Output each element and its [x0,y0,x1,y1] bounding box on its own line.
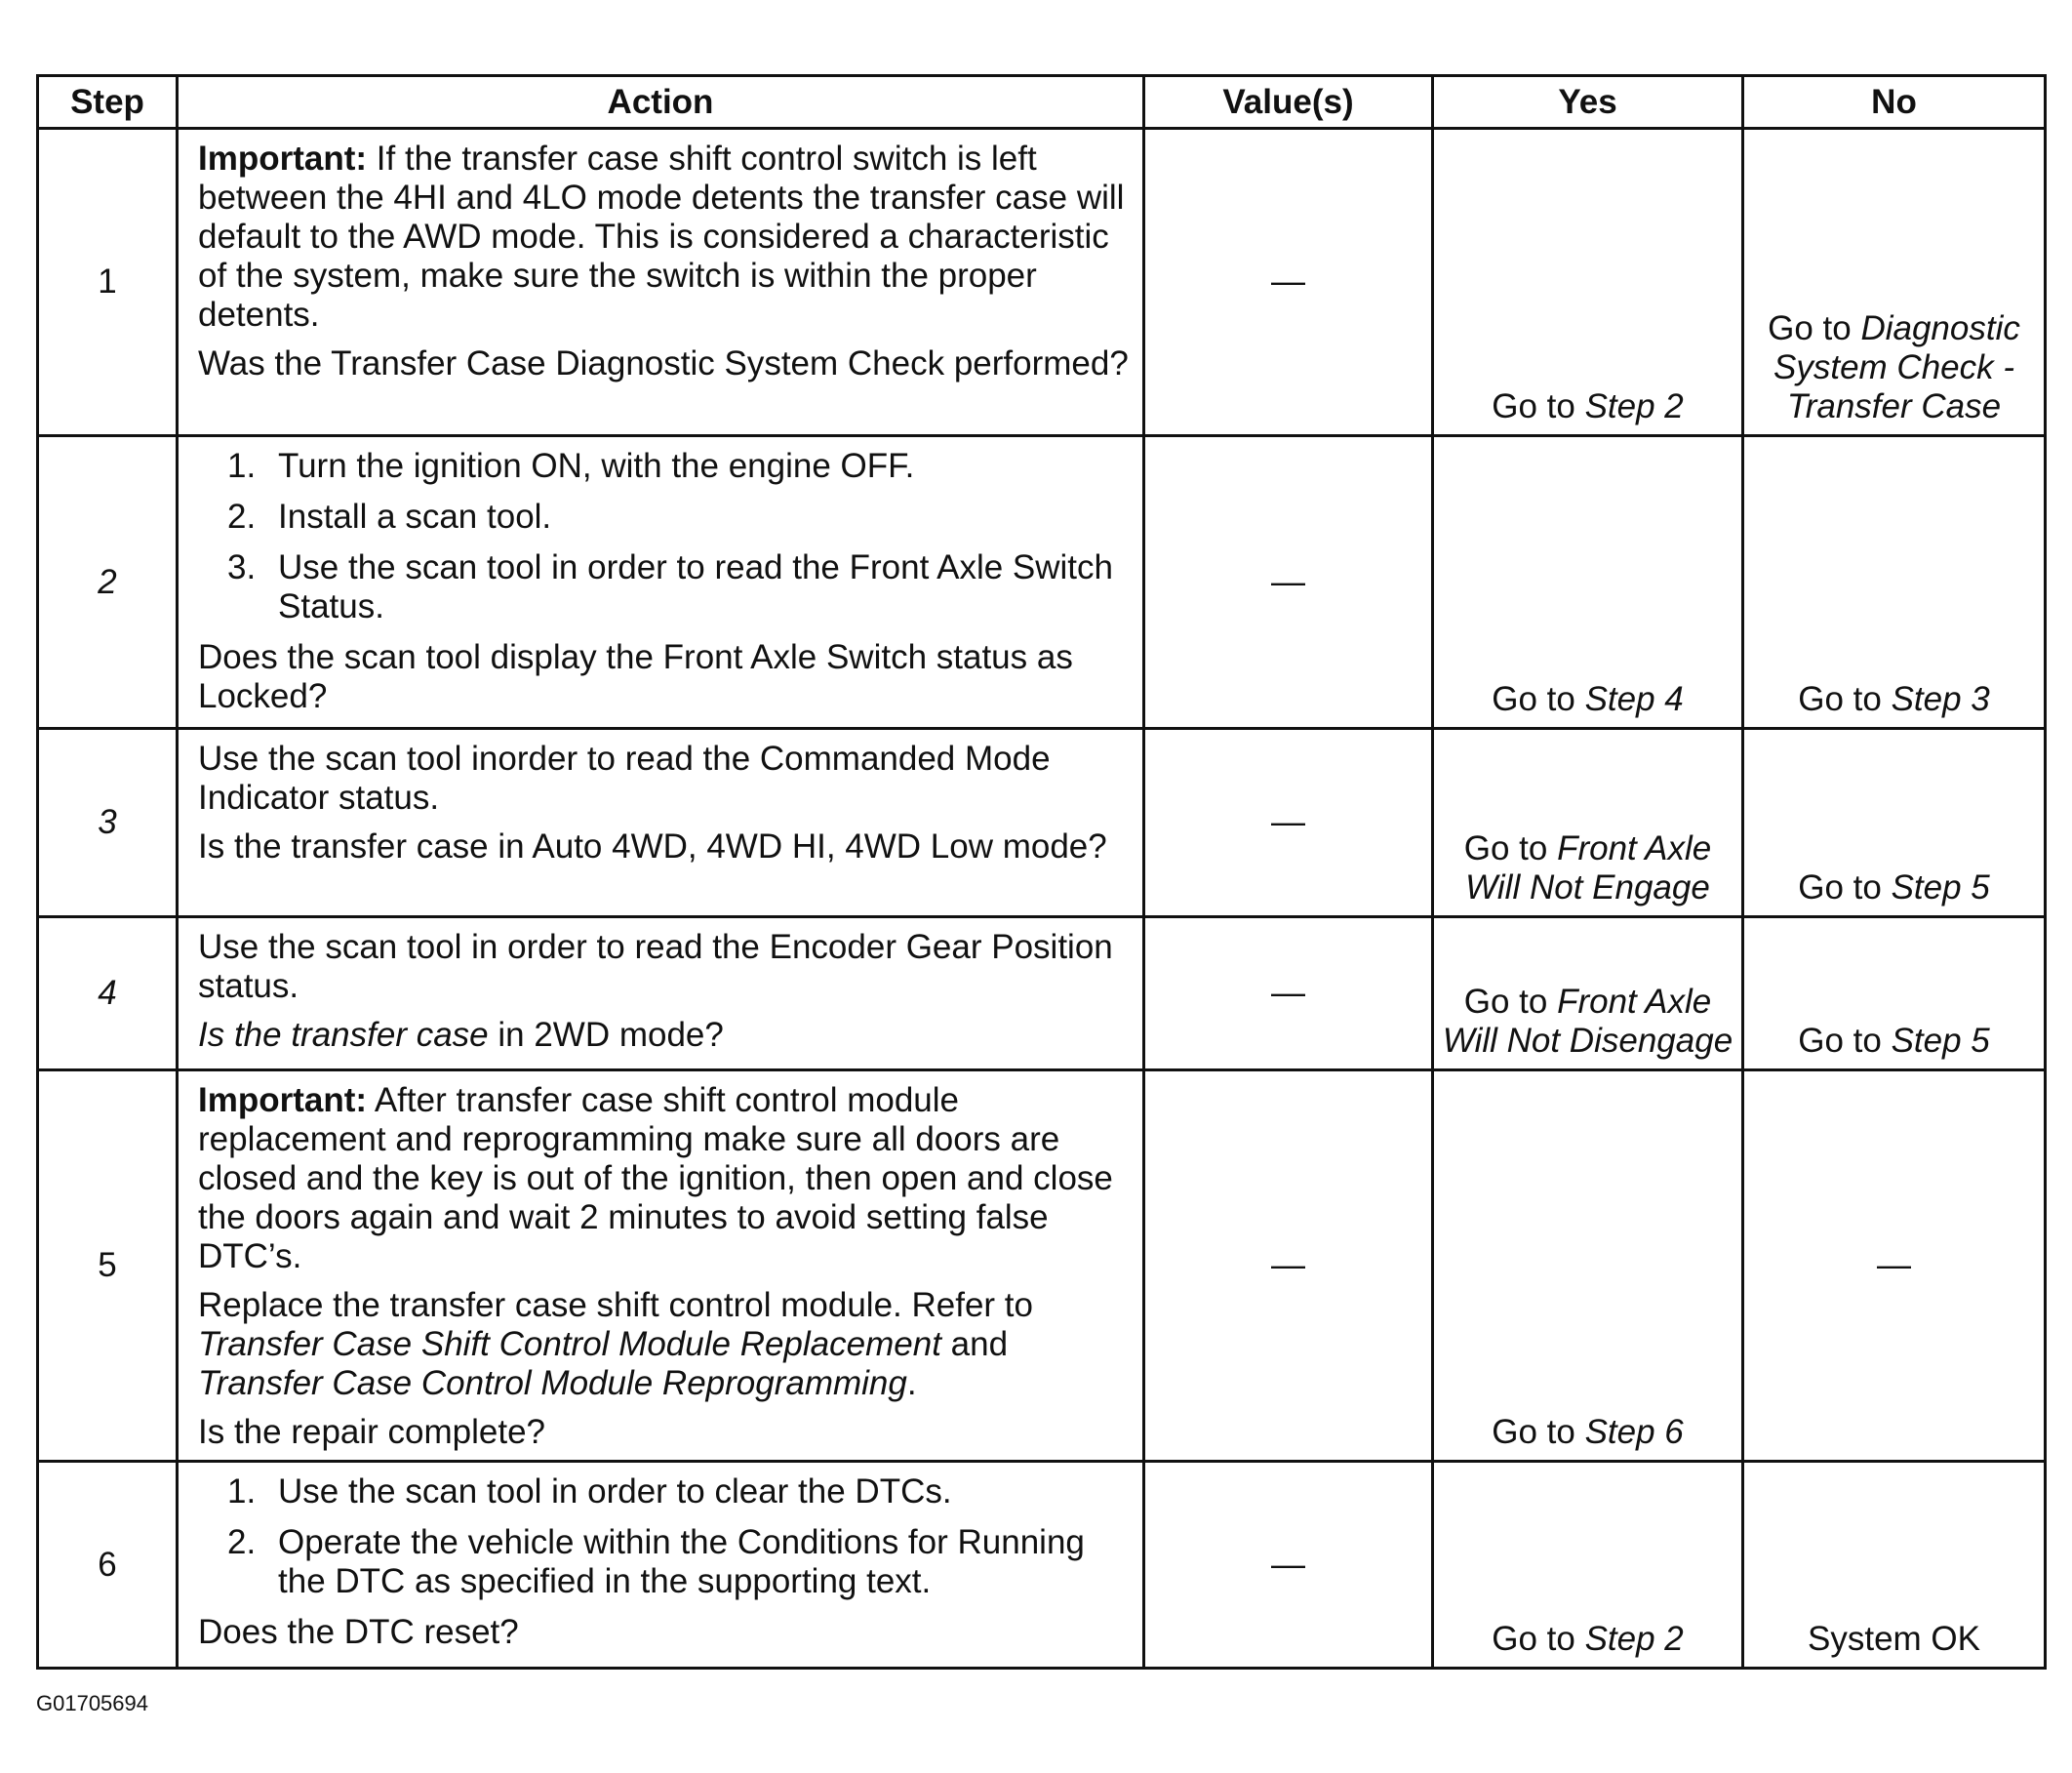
question-text: Is the transfer case in Auto 4WD, 4WD HI, 4WD Low mode? [198,827,1107,866]
substep-number: 1. [227,447,257,485]
header-action: Action [178,76,1144,129]
no-prefix: Go to [1798,680,1892,718]
value-cell: — [1144,1070,1433,1462]
substep-text: Turn the ignition ON, with the engine OFF. [278,447,915,485]
no-cell [1743,729,2046,917]
action-cell [178,1070,1144,1462]
question-text: Does the scan tool display the Front Axle Switch status as Locked? [198,638,1073,715]
substep-text: Install a scan tool. [278,498,552,536]
no-ref: Step 3 [1891,680,1990,718]
important-text: After transfer case shift control module replacement and reprogramming make sure all doors are closed and the key is out of the ignition, then open and close the doors again and wait 2 minutes to avoid setting false DTC’s. [198,1081,1113,1275]
value-cell: — [1144,729,1433,917]
action-cell [178,1462,1144,1669]
substep-item [198,548,1129,626]
substep-item [198,1472,1129,1511]
important-label: Important: [198,140,368,178]
reference-reprogramming: Transfer Case Control Module Reprogramming [198,1364,907,1402]
figure-id: G01705694 [36,1691,148,1715]
action-cell [178,129,1144,436]
table-row [38,436,2046,729]
no-ref: Step 5 [1891,1022,1990,1060]
question-text: Is the repair complete? [198,1413,546,1451]
substep-text: Use the scan tool in order to read the Front Axle Switch Status. [278,548,1113,625]
yes-ref: Front Axle Will Not Disengage [1442,983,1733,1060]
question-italic: Is the transfer case [198,1016,489,1054]
yes-prefix: Go to [1492,387,1585,425]
substep-number: 2. [227,498,257,536]
yes-prefix: Go to [1463,829,1558,867]
step-number: 1 [38,129,178,436]
question-rest: in 2WD mode? [488,1016,724,1054]
yes-cell [1433,729,1743,917]
yes-prefix: Go to [1492,680,1585,718]
action-cell [178,436,1144,729]
no-prefix: Go to [1768,309,1861,347]
substep-item [198,447,1129,486]
value-cell: — [1144,1462,1433,1669]
substep-item [198,498,1129,537]
substep-number: 2. [227,1523,257,1561]
question-text: Does the DTC reset? [198,1613,519,1651]
substep-list [198,1472,1129,1601]
table-row [38,1070,2046,1462]
no-cell: — [1743,1070,2046,1462]
substep-item [198,1523,1129,1601]
instruction-text: Use the scan tool inorder to read the Commanded Mode Indicator status. [198,740,1051,817]
yes-cell [1433,129,1743,436]
table-row [38,917,2046,1070]
period-text: . [906,1364,917,1402]
no-cell [1743,436,2046,729]
step-number: 5 [38,1070,178,1462]
value-cell: — [1144,129,1433,436]
substep-number: 3. [227,548,257,586]
header-row [38,76,2046,129]
yes-prefix: Go to [1492,1413,1585,1451]
yes-ref: Step 2 [1584,387,1684,425]
substep-text: Operate the vehicle within the Conditions for Running the DTC as specified in the supporting text. [278,1523,1085,1600]
no-cell [1743,917,2046,1070]
table-row [38,729,2046,917]
important-label: Important: [198,1081,368,1119]
question-text [198,1016,1129,1055]
yes-ref: Step 4 [1584,680,1684,718]
header-no: No [1743,76,2046,129]
header-step: Step [38,76,178,129]
no-prefix: Go to [1798,1022,1892,1060]
step-number: 4 [38,917,178,1070]
important-text: If the transfer case shift control switch is left between the 4HI and 4LO mode detents the transfer case will default to the AWD mode. This is considered a characteristic of the system, make sure the switch is within the proper detents. [198,140,1125,334]
step-number: 3 [38,729,178,917]
step-number: 6 [38,1462,178,1669]
yes-prefix: Go to [1492,1620,1585,1658]
substep-list [198,447,1129,626]
yes-ref: Step 2 [1584,1620,1684,1658]
yes-prefix: Go to [1463,983,1558,1021]
value-cell: — [1144,917,1433,1070]
yes-cell [1433,436,1743,729]
and-text: and [940,1325,1009,1363]
yes-cell [1433,1070,1743,1462]
header-yes: Yes [1433,76,1743,129]
substep-text: Use the scan tool in order to clear the DTCs. [278,1472,952,1511]
table-row [38,1462,2046,1669]
question-text: Was the Transfer Case Diagnostic System Check performed? [198,344,1129,383]
instruction-text: Use the scan tool in order to read the Encoder Gear Position status. [198,928,1113,1005]
no-cell [1743,129,2046,436]
table-row [38,129,2046,436]
yes-cell [1433,917,1743,1070]
no-ref: Diagnostic System Check - Transfer Case [1773,309,2020,425]
reference-replacement: Transfer Case Shift Control Module Replacement [198,1325,941,1363]
important-note [198,1081,1129,1276]
replace-instruction [198,1286,1129,1403]
step-number: 2 [38,436,178,729]
header-value: Value(s) [1144,76,1433,129]
action-cell [178,729,1144,917]
substep-number: 1. [227,1472,257,1511]
yes-ref: Front Axle Will Not Engage [1465,829,1712,907]
yes-ref: Step 6 [1584,1413,1684,1451]
yes-cell [1433,1462,1743,1669]
no-prefix: Go to [1798,868,1892,907]
important-note [198,140,1129,335]
value-cell: — [1144,436,1433,729]
action-cell [178,917,1144,1070]
no-ref: Step 5 [1891,868,1990,907]
diagnostic-table [36,74,2047,1670]
replace-text: Replace the transfer case shift control module. Refer to [198,1286,1033,1324]
no-cell: System OK [1743,1462,2046,1669]
